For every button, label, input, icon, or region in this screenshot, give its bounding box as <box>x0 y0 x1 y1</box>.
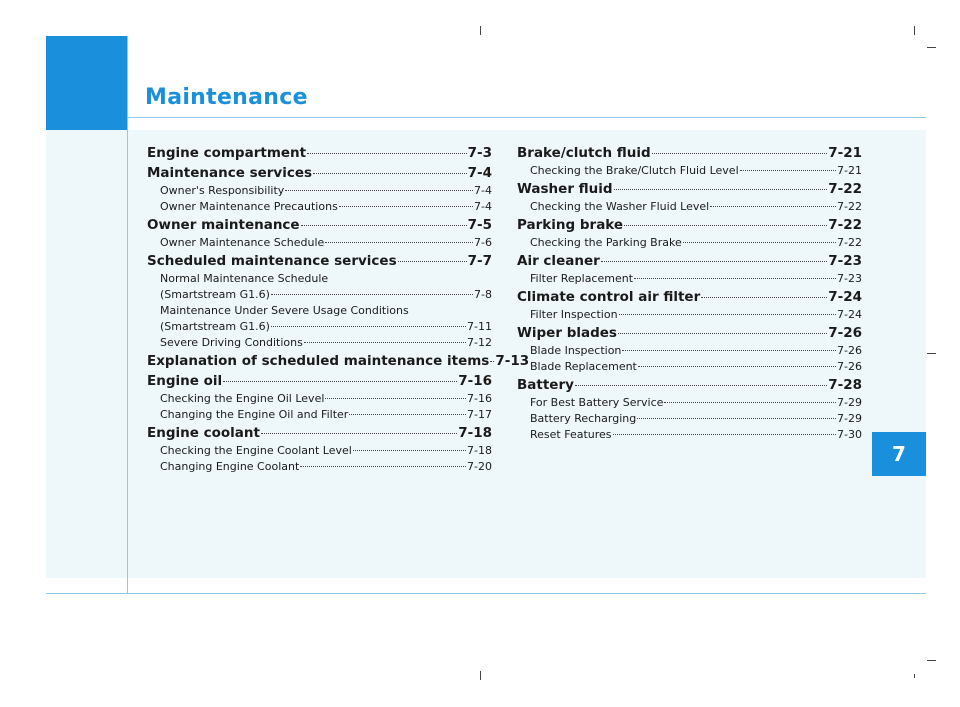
toc-subsection-entry[interactable] <box>517 427 862 443</box>
crop-mark <box>927 660 936 661</box>
toc-entry-label: Checking the Parking Brake <box>530 236 682 249</box>
toc-entry-label: Blade Replacement <box>530 360 637 373</box>
toc-entry-label: Parking brake <box>517 217 624 233</box>
toc-entry-label: Owner Maintenance Precautions <box>160 200 338 213</box>
toc-subsection-entry[interactable] <box>517 235 862 251</box>
toc-page-number: 7-8 <box>474 288 492 301</box>
dot-leader <box>634 277 836 279</box>
toc-entry-label: Climate control air filter <box>517 289 701 305</box>
toc-section-entry[interactable] <box>517 323 862 343</box>
toc-page-number: 7-24 <box>828 289 862 305</box>
toc-page-number: 7-13 <box>495 353 530 369</box>
dot-leader <box>622 349 836 351</box>
toc-page-number: 7-4 <box>474 200 492 213</box>
toc-entry-label: Scheduled maintenance services <box>147 253 397 269</box>
toc-page-number: 7-26 <box>828 325 862 341</box>
toc-page-number: 7-26 <box>837 360 862 373</box>
dot-leader <box>664 401 836 403</box>
toc-entry-label: Normal Maintenance Schedule <box>160 272 329 285</box>
toc-right-column <box>517 143 862 443</box>
toc-subsection-entry[interactable] <box>147 335 492 351</box>
toc-subsection-entry[interactable] <box>147 199 492 215</box>
toc-page-number: 7-28 <box>828 377 862 393</box>
dot-leader <box>285 189 473 191</box>
crop-mark <box>927 47 936 48</box>
toc-subsection-entry[interactable] <box>147 459 492 475</box>
toc-section-entry[interactable] <box>517 215 862 235</box>
toc-subsection-entry[interactable] <box>517 271 862 287</box>
toc-entry-label: Changing the Engine Oil and Filter <box>160 408 349 421</box>
toc-subsection-entry[interactable] <box>147 443 492 459</box>
toc-subsection-entry[interactable] <box>147 391 492 407</box>
toc-page-number: 7-23 <box>828 253 862 269</box>
dot-leader <box>490 360 494 362</box>
toc-entry-label: Checking the Engine Coolant Level <box>160 444 352 457</box>
toc-section-entry[interactable] <box>147 251 492 271</box>
toc-page-number: 7-3 <box>467 145 492 161</box>
toc-page-number: 7-29 <box>837 412 862 425</box>
toc-entry-label: Checking the Engine Oil Level <box>160 392 325 405</box>
toc-page-number: 7-24 <box>837 308 862 321</box>
dot-leader <box>307 152 467 154</box>
dot-leader <box>637 417 836 419</box>
header-accent-block <box>46 36 128 130</box>
crop-mark <box>927 353 936 354</box>
toc-entry-label: (Smartstream G1.6) <box>160 288 270 301</box>
toc-section-entry[interactable] <box>147 423 492 443</box>
dot-leader <box>398 260 467 262</box>
toc-page-number: 7-12 <box>467 336 492 349</box>
toc-entry-label: Maintenance services <box>147 165 313 181</box>
toc-section-entry[interactable] <box>517 179 862 199</box>
dot-leader <box>271 293 473 295</box>
toc-section-entry[interactable] <box>147 371 492 391</box>
toc-page-number: 7-21 <box>837 164 862 177</box>
bottom-rule <box>46 593 926 594</box>
toc-subsection-entry[interactable] <box>147 235 492 251</box>
toc-entry-label: Owner maintenance <box>147 217 300 233</box>
toc-page-number: 7-21 <box>828 145 862 161</box>
toc-entry-label: Air cleaner <box>517 253 600 269</box>
title-underline <box>128 117 926 118</box>
toc-entry-label: (Smartstream G1.6) <box>160 320 270 333</box>
toc-subsection-entry[interactable] <box>147 407 492 423</box>
dot-leader <box>353 449 466 451</box>
chapter-number: 7 <box>892 442 906 466</box>
toc-page-number: 7-7 <box>467 253 492 269</box>
dot-leader <box>618 332 827 334</box>
toc-section-entry[interactable] <box>147 163 492 183</box>
toc-subsection-entry[interactable] <box>147 287 492 303</box>
toc-entry-label-only[interactable] <box>147 303 492 319</box>
dot-leader <box>313 172 467 174</box>
toc-section-entry[interactable] <box>147 351 530 371</box>
toc-entry-label: Checking the Brake/Clutch Fluid Level <box>530 164 739 177</box>
toc-entry-label: Battery Recharging <box>530 412 637 425</box>
toc-entry-label: Blade Inspection <box>530 344 622 357</box>
toc-entry-label: Filter Replacement <box>530 272 634 285</box>
toc-entry-label: Changing Engine Coolant <box>160 460 300 473</box>
crop-mark <box>914 26 915 35</box>
dot-leader <box>301 224 467 226</box>
dot-leader <box>304 341 466 343</box>
toc-page-number: 7-26 <box>837 344 862 357</box>
toc-entry-label: Washer fluid <box>517 181 613 197</box>
toc-subsection-entry[interactable] <box>517 359 862 375</box>
dot-leader <box>619 313 836 315</box>
toc-entry-label: Engine compartment <box>147 145 307 161</box>
toc-subsection-entry[interactable] <box>517 343 862 359</box>
crop-mark <box>914 674 915 678</box>
dot-leader <box>624 224 827 226</box>
toc-section-entry[interactable] <box>517 143 862 163</box>
toc-entry-label: Checking the Washer Fluid Level <box>530 200 710 213</box>
toc-entry-label: Maintenance Under Severe Usage Conditions <box>160 304 409 317</box>
toc-page-number: 7-22 <box>828 181 862 197</box>
dot-leader <box>601 260 827 262</box>
toc-page-number: 7-22 <box>828 217 862 233</box>
dot-leader <box>271 325 466 327</box>
toc-left-column <box>147 143 530 475</box>
toc-subsection-entry[interactable] <box>517 411 862 427</box>
crop-mark <box>480 671 481 680</box>
crop-mark <box>480 26 481 35</box>
toc-entry-label: Explanation of scheduled maintenance items <box>147 353 490 369</box>
toc-page-number: 7-22 <box>837 236 862 249</box>
toc-page-number: 7-23 <box>837 272 862 285</box>
toc-section-entry[interactable] <box>147 143 492 163</box>
dot-leader <box>710 205 836 207</box>
toc-section-entry[interactable] <box>517 287 862 307</box>
dot-leader <box>575 384 827 386</box>
toc-entry-label: Battery <box>517 377 574 393</box>
toc-section-entry[interactable] <box>517 375 862 395</box>
toc-page-number: 7-16 <box>467 392 492 405</box>
toc-subsection-entry[interactable] <box>147 183 492 199</box>
dot-leader <box>223 380 457 382</box>
dot-leader <box>325 397 466 399</box>
toc-page-number: 7-11 <box>467 320 492 333</box>
page-title: Maintenance <box>145 85 308 110</box>
toc-page-number: 7-17 <box>467 408 492 421</box>
toc-entry-label: Filter Inspection <box>530 308 618 321</box>
toc-entry-label: Brake/clutch fluid <box>517 145 651 161</box>
vertical-rule <box>127 36 128 594</box>
toc-page-number: 7-20 <box>467 460 492 473</box>
toc-subsection-entry[interactable] <box>517 199 862 215</box>
toc-page-number: 7-29 <box>837 396 862 409</box>
toc-page-number: 7-22 <box>837 200 862 213</box>
toc-subsection-entry[interactable] <box>517 395 862 411</box>
toc-entry-label: Reset Features <box>530 428 612 441</box>
toc-entry-label: Engine oil <box>147 373 223 389</box>
toc-section-entry[interactable] <box>517 251 862 271</box>
toc-subsection-entry[interactable] <box>517 163 862 179</box>
toc-page-number: 7-16 <box>458 373 492 389</box>
dot-leader <box>701 296 827 298</box>
dot-leader <box>349 413 466 415</box>
toc-entry-label: Wiper blades <box>517 325 617 341</box>
toc-page-number: 7-6 <box>474 236 492 249</box>
dot-leader <box>261 432 457 434</box>
chapter-tab[interactable] <box>872 432 926 476</box>
toc-entry-label: For Best Battery Service <box>530 396 664 409</box>
toc-page-number: 7-5 <box>467 217 492 233</box>
dot-leader <box>614 188 828 190</box>
toc-entry-label: Severe Driving Conditions <box>160 336 303 349</box>
toc-page-number: 7-30 <box>837 428 862 441</box>
dot-leader <box>339 205 473 207</box>
toc-subsection-entry[interactable] <box>147 319 492 335</box>
toc-page-number: 7-4 <box>467 165 492 181</box>
toc-entry-label: Owner Maintenance Schedule <box>160 236 325 249</box>
toc-page-number: 7-4 <box>474 184 492 197</box>
dot-leader <box>740 169 836 171</box>
dot-leader <box>325 241 473 243</box>
toc-page-number: 7-18 <box>458 425 492 441</box>
toc-subsection-entry[interactable] <box>517 307 862 323</box>
dot-leader <box>683 241 836 243</box>
dot-leader <box>300 465 466 467</box>
toc-entry-label: Engine coolant <box>147 425 260 441</box>
dot-leader <box>613 433 837 435</box>
toc-page-number: 7-18 <box>467 444 492 457</box>
dot-leader <box>638 365 836 367</box>
toc-entry-label: Owner's Responsibility <box>160 184 285 197</box>
toc-entry-label-only[interactable] <box>147 271 492 287</box>
toc-section-entry[interactable] <box>147 215 492 235</box>
dot-leader <box>652 152 828 154</box>
